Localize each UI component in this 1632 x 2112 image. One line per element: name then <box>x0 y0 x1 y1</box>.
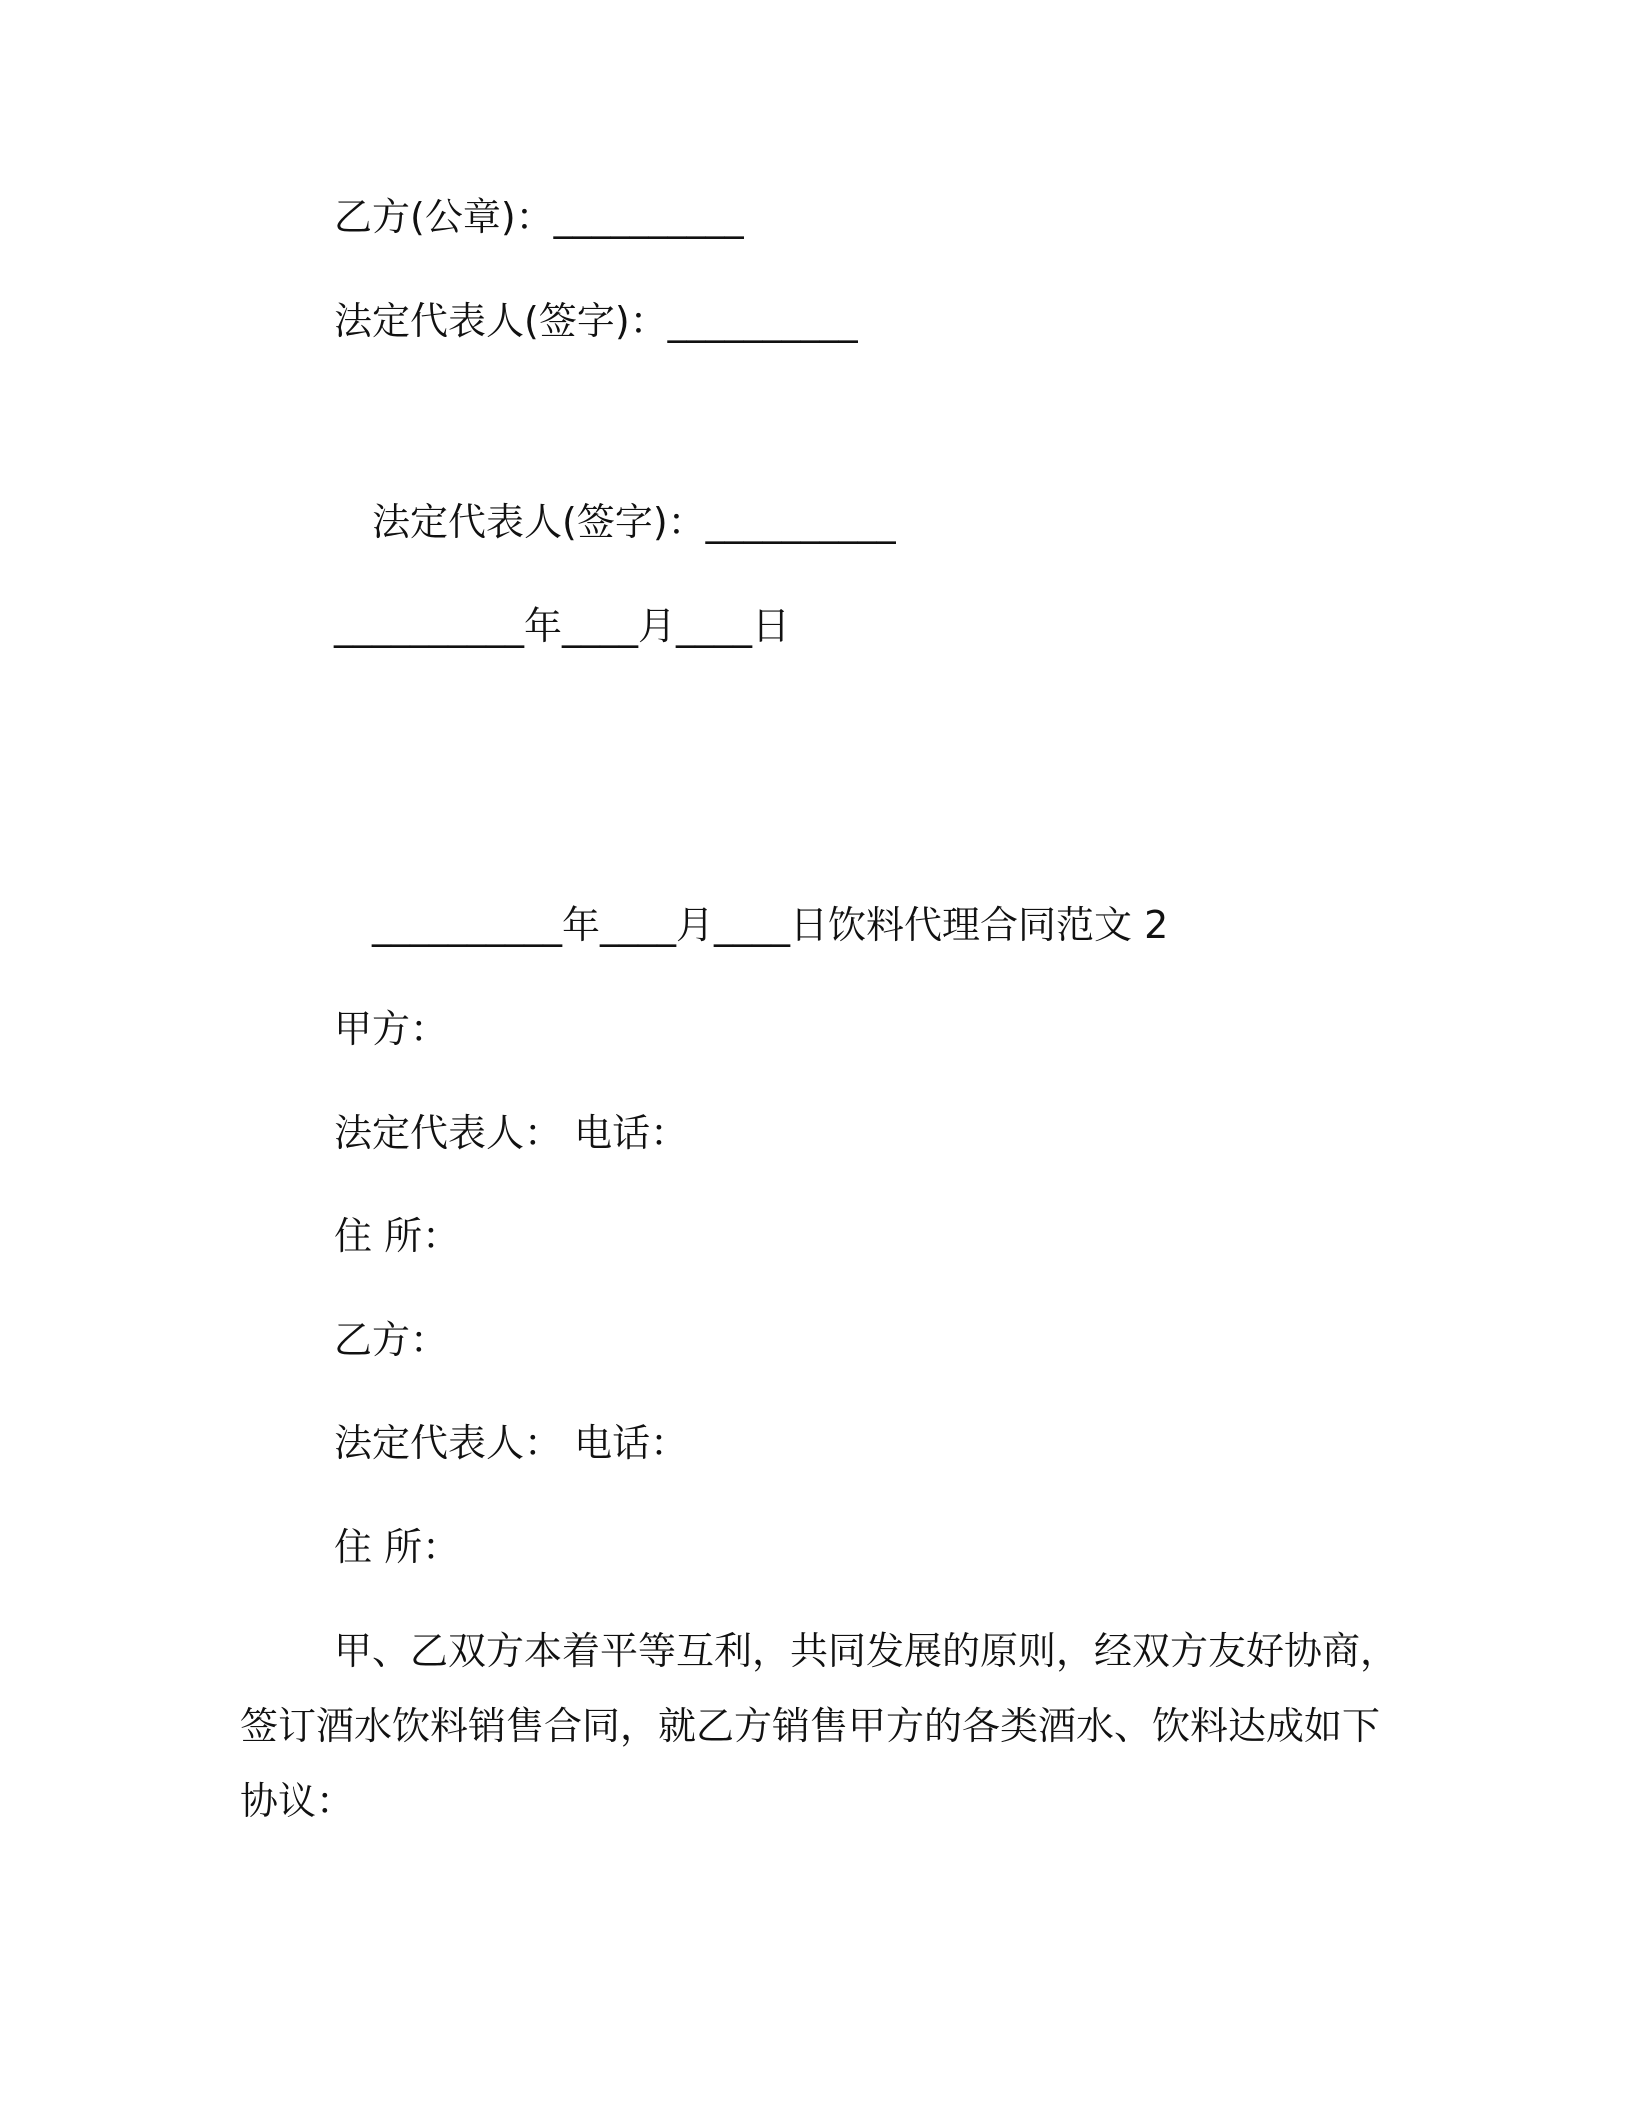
agreement-paragraph-line-3: 协议： <box>240 1779 355 1823</box>
party-b-address: 住 所： <box>334 1525 461 1569</box>
party-a-label: 甲方： <box>334 1007 449 1051</box>
agreement-paragraph-line-1: 甲、乙双方本着平等互利，共同发展的原则，经双方友好协商， <box>334 1629 1399 1673</box>
party-b-label: 乙方： <box>334 1318 449 1362</box>
party-b-representative-signature-line: 法定代表人(签字)：__________ <box>334 299 858 343</box>
party-b-representative-phone: 法定代表人： 电话： <box>334 1421 689 1465</box>
agreement-paragraph-line-2: 签订酒水饮料销售合同，就乙方销售甲方的各类酒水、饮料达成如下 <box>240 1704 1381 1748</box>
party-a-address: 住 所： <box>334 1214 461 1258</box>
party-a-representative-phone: 法定代表人： 电话： <box>334 1111 689 1155</box>
contract-title-line: __________年____月____日饮料代理合同范文 2 <box>372 903 1169 947</box>
party-b-seal-line: 乙方(公章)：__________ <box>334 195 744 239</box>
representative-signature-line: 法定代表人(签字)：__________ <box>372 500 896 544</box>
date-line: __________年____月____日 <box>334 604 791 648</box>
